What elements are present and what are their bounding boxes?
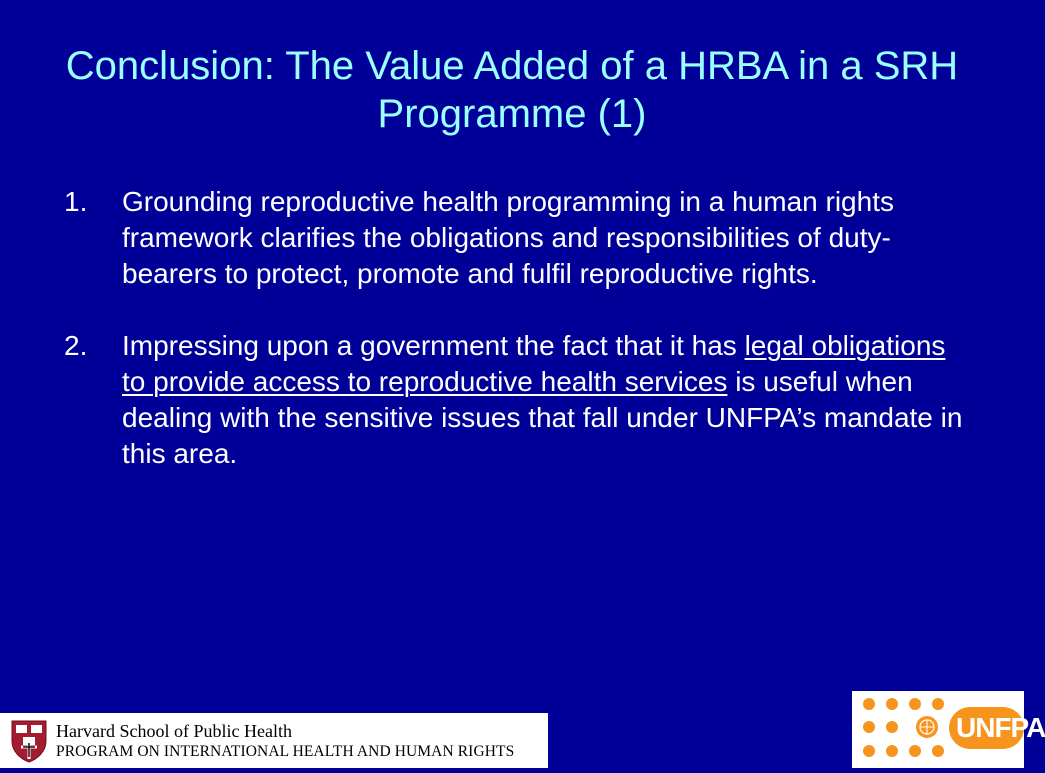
list-item-text-before: Impressing upon a government the fact that it has xyxy=(122,330,745,361)
list-item-text-after: is useful when dealing with the sensitive issues that fall under UNFPA’s mandate in this area. xyxy=(122,366,963,469)
harvard-footer-logo xyxy=(0,713,548,768)
un-emblem-icon xyxy=(916,716,938,738)
harvard-shield-icon xyxy=(10,719,48,763)
program-name: PROGRAM ON INTERNATIONAL HEALTH AND HUMAN RIGHTS xyxy=(56,743,515,760)
institution-name: Harvard School of Public Health xyxy=(56,721,292,741)
list-item-text xyxy=(122,186,894,289)
list-item-number: 2. xyxy=(64,330,88,361)
unfpa-logo xyxy=(852,691,1045,768)
conclusion-list xyxy=(64,184,964,508)
unfpa-logo-text: UNFPA xyxy=(956,712,1045,743)
list-item-number: 1. xyxy=(64,186,88,217)
list-item-text xyxy=(122,330,962,469)
list-item xyxy=(64,328,964,472)
list-item-underlined-text: legal obligations to provide access to reproductive health services xyxy=(122,330,946,397)
list-item xyxy=(64,184,964,292)
slide-title: Conclusion: The Value Added of a HRBA in a SRH Programme (1) xyxy=(65,44,959,136)
list-item-text-main: Grounding reproductive health programming in a human rights framework clarifies the obligations and responsibilities of duty-bearers to protect, promote and fulfil reproductive rights. xyxy=(122,186,894,289)
